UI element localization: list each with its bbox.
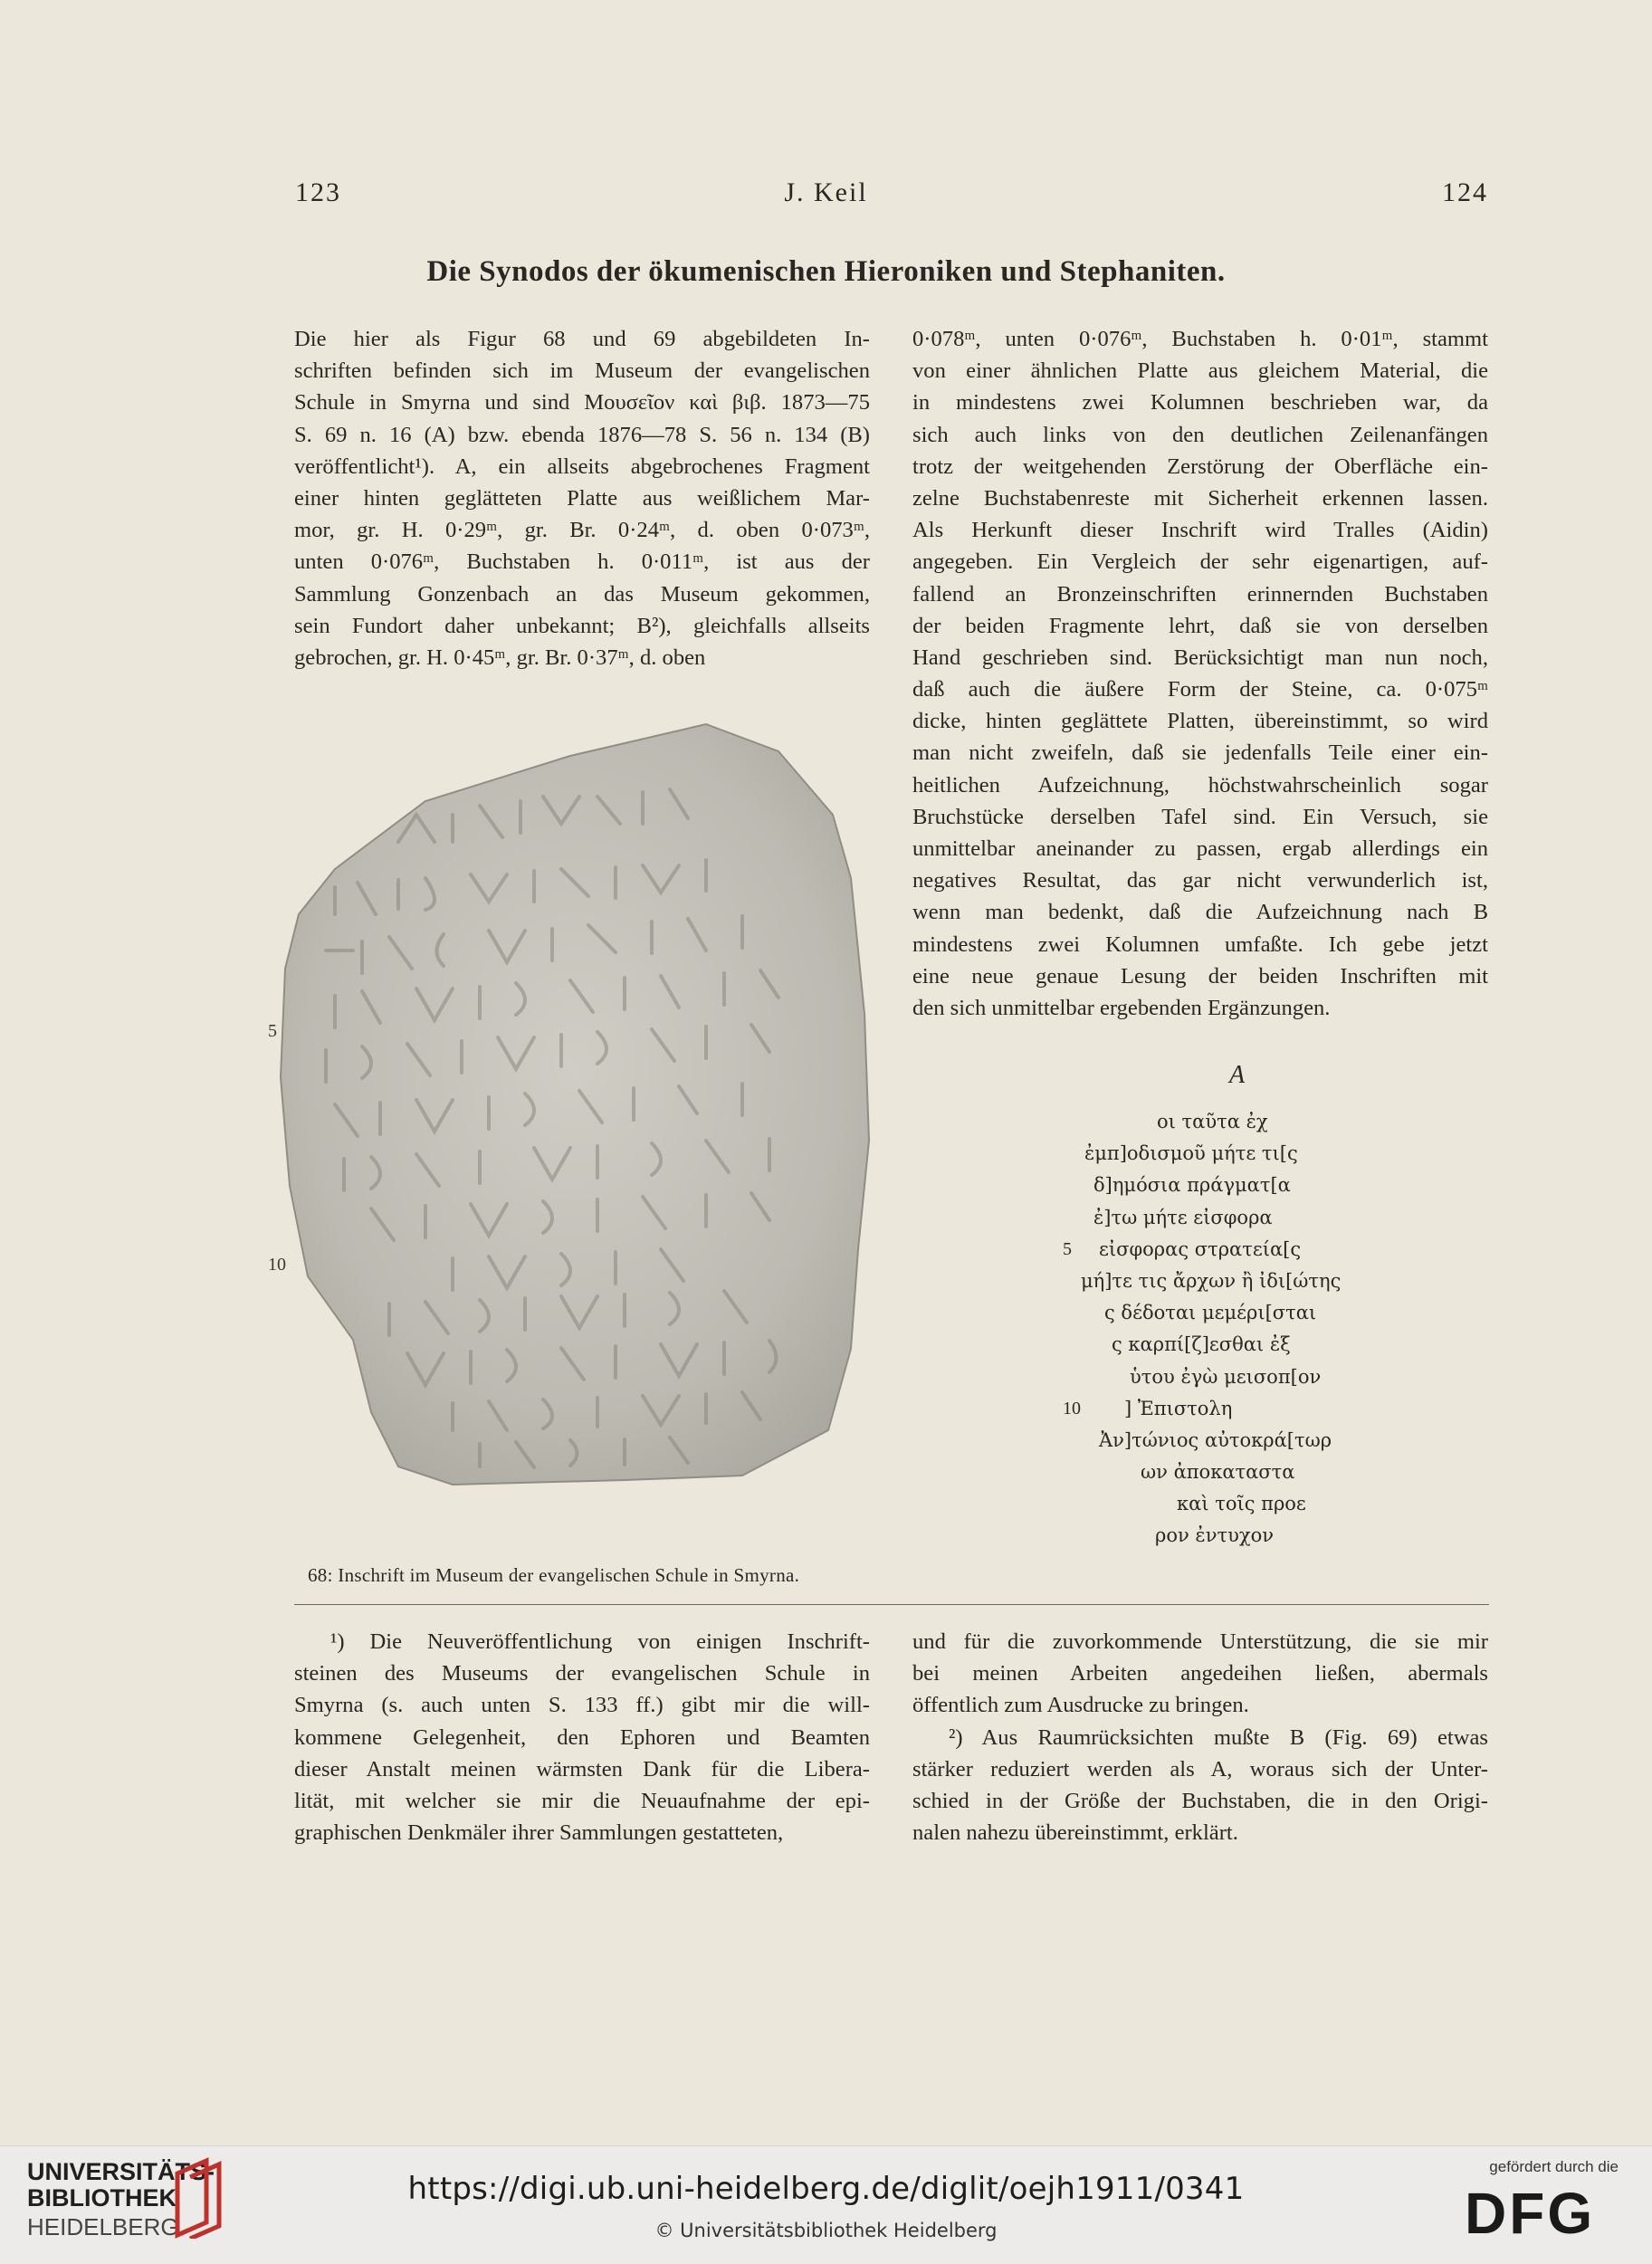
greek-line [1032,1234,1448,1266]
greek-line-text: μή]τε τις ἄρχων ἢ ἰδι[ώτης [1081,1269,1342,1292]
body-text-line: Schule in Smyrna und sind Μουσεῖον καὶ βιβ. 1873—75 [294,390,870,416]
greek-line-text: ων ἀποκαταστα [1141,1461,1295,1484]
footnote-line: dieser Anstalt meinen wärmsten Dank für die Libera- [294,1756,870,1782]
body-text-line: veröffentlicht¹). A, ein allseits abgebrochenes Fragment [294,454,870,479]
greek-line [1032,1297,1448,1329]
body-text-line: wenn man bedenkt, daß die Aufzeichnung nach B [912,900,1488,925]
footnote-line: ²) Aus Raumrücksichten mußte B (Fig. 69) etwas [949,1724,1488,1750]
edition-label: A [1229,1061,1246,1089]
body-text-line: fallend an Bronzeinschriften erinnernden Buchstaben [912,581,1488,607]
page-number-right: 124 [1442,177,1488,207]
greek-line-text: ἐ]τω μήτε εἰσφορα [1093,1206,1273,1228]
stone-fragment [281,724,869,1485]
body-text-line: Bruchstücke derselben Tafel sind. Ein Versuch, sie [912,804,1488,829]
greek-line-text: ς καρπί[ζ]εσθαι ἐξ [1112,1333,1291,1356]
greek-line-text: ἐμπ]οδισμοῦ μήτε τι[ς [1084,1142,1298,1165]
greek-line-text: εἰσφορας στρατεία[ς [1099,1237,1302,1260]
running-head-author: J. Keil [784,177,868,207]
body-text-line: Die hier als Figur 68 und 69 abgebildeten In- [294,327,870,351]
greek-edition-text [1032,1106,1448,1552]
body-text-line: negatives Resultat, das gar nicht verwunderlich ist, [912,868,1488,893]
greek-line [1032,1393,1448,1425]
greek-line-text: δ]ημόσια πράγματ[α [1093,1174,1291,1197]
greek-line [1032,1138,1448,1170]
body-column-left [294,323,870,673]
body-text-line: 0·078ᵐ, unten 0·076ᵐ, Buchstaben h. 0·01ᵐ, stammt [912,327,1488,351]
body-text-line: angegeben. Ein Vergleich der sehr eigenartigen, auf- [912,549,1488,575]
body-text-line: mor, gr. H. 0·29ᵐ, gr. Br. 0·24ᵐ, d. oben 0·073ᵐ, [294,518,870,543]
body-text-line: trotz der weitgehenden Zerstörung der Oberfläche ein- [912,454,1488,479]
greek-line [1032,1361,1448,1393]
greek-line [1032,1457,1448,1488]
body-text-line: in mindestens zwei Kolumnen beschrieben war, da [912,390,1488,416]
body-text-line: schriften befinden sich im Museum der evangelischen [294,358,870,384]
body-text-line: Sammlung Gonzenbach an das Museum gekommen, [294,581,870,607]
body-text-line: sich auch links von den deutlichen Zeilenanfängen [912,422,1488,447]
footnote-line: Smyrna (s. auch unten S. 133 ff.) gibt mir die will- [294,1693,870,1718]
greek-line-text: Ἀν]τώνιος αὐτοκρά[τωρ [1099,1428,1332,1451]
footnote-line: nalen nahezu übereinstimmt, erklärt. [912,1820,1238,1846]
greek-line [1032,1170,1448,1201]
footnote-line: schied in der Größe der Buchstaben, die in den Origi- [912,1788,1488,1813]
body-text-line: daß auch die äußere Form der Steine, ca. 0·075ᵐ [912,677,1488,702]
library-name: UNIVERSITÄTS- BIBLIOTHEK [27,2158,215,2211]
footnote-line: graphischen Denkmäler ihrer Sammlungen gestatteten, [294,1820,784,1846]
footnote-line: lität, mit welcher sie mir die Neuaufnahme der epi- [294,1788,870,1813]
dfg-logo: DFG [1465,2181,1596,2246]
greek-line [1032,1106,1448,1138]
body-text-line: mindestens zwei Kolumnen umfaßte. Ich gebe jetzt [912,931,1488,957]
body-column-right [912,323,1488,1024]
article-title: Die Synodos der ökumenischen Hieroniken und Stephaniten. [426,255,1226,288]
footnote-rule [294,1604,1489,1605]
figure-caption: 68: Inschrift im Museum der evangelischen Schule in Smyrna. [308,1564,800,1586]
greek-line [1032,1266,1448,1297]
greek-line-number: 5 [1063,1238,1072,1259]
figure-line-mark-5: 5 [268,1021,277,1041]
greek-line-text: ρον ἐντυχον [1155,1524,1274,1547]
greek-line-text: ] Ἐπιστολη [1124,1397,1233,1419]
body-text-line: von einer ähnlichen Platte aus gleichem Material, die [912,358,1488,384]
footnote-line: kommene Gelegenheit, den Ephoren und Beamten [294,1724,870,1750]
body-text-line: heitlichen Aufzeichnung, höchstwahrscheinlich sogar [912,772,1488,798]
body-text-line: zelne Buchstabenreste mit Sicherheit erkennen lassen. [912,485,1488,511]
body-text-line: Hand geschrieben sind. Berücksichtigt man nun noch, [912,645,1488,670]
body-text-line: einer hinten geglätteten Platte aus weißlichem Mar- [294,485,870,511]
body-text-line: der beiden Fragmente lehrt, daß sie von derselben [912,613,1488,638]
footnote-line: bei meinen Arbeiten angedeihen ließen, abermals [912,1661,1488,1686]
greek-line [1032,1329,1448,1361]
footnote-line: und für die zuvorkommende Unterstützung, die sie mir [912,1629,1488,1654]
footnote-line: öffentlich zum Ausdrucke zu bringen. [912,1693,1249,1718]
funding-note: gefördert durch die [1489,2158,1619,2175]
body-text-line: Als Herkunft dieser Inschrift wird Tralles (Aidin) [912,518,1488,543]
figure-line-mark-10: 10 [268,1255,286,1275]
library-city: HEIDELBERG [27,2213,179,2240]
permalink-url[interactable]: https://digi.ub.uni-heidelberg.de/diglit/oejh1911/0341 [407,2171,1245,2207]
inscription-stone-photo [272,715,887,1512]
body-text-line: eine neue genaue Lesung der beiden Inschriften mit [912,963,1488,989]
footnote-line: steinen des Museums der evangelischen Schule in [294,1661,870,1686]
footnote-line: stärker reduziert werden als A, woraus sich der Unter- [912,1756,1488,1782]
footnote-line: ¹) Die Neuveröffentlichung von einigen Inschrift- [330,1629,870,1654]
greek-line-text: οι ταῦτα ἐχ [1157,1111,1268,1132]
greek-line-number: 10 [1063,1398,1081,1419]
greek-line-text: ς δέδοται μεμέρι[σται [1104,1302,1317,1324]
copyright-notice: © Universitätsbibliothek Heidelberg [654,2220,998,2241]
greek-line-text: ὑτου ἐγὼ μεισοπ[ον [1130,1365,1322,1388]
greek-line [1032,1520,1448,1552]
body-text-line: sein Fundort daher unbekannt; B²), gleichfalls allseits [294,613,870,638]
body-text-line: unmittelbar aneinander zu passen, ergab allerdings ein [912,836,1488,861]
body-text-line: unten 0·076ᵐ, Buchstaben h. 0·011ᵐ, ist aus der [294,549,870,575]
footnotes-column-left [294,1626,870,1848]
greek-line [1032,1488,1448,1520]
footnotes-column-right [912,1626,1488,1848]
greek-line-text: καὶ τοῖς προε [1177,1493,1306,1515]
body-text-line: gebrochen, gr. H. 0·45ᵐ, gr. Br. 0·37ᵐ, d. oben [294,645,706,670]
greek-line [1032,1425,1448,1457]
page-number-left: 123 [295,177,341,207]
body-text-line: S. 69 n. 16 (A) bzw. ebenda 1876—78 S. 56 n. 134 (B) [294,422,870,447]
body-text-line: den sich unmittelbar ergebenden Ergänzungen. [912,995,1331,1020]
greek-line [1032,1202,1448,1234]
body-text-line: dicke, hinten geglättete Platten, übereinstimmt, so wird [912,709,1488,734]
body-text-line: man nicht zweifeln, daß sie jedenfalls Teile einer ein- [912,740,1488,766]
